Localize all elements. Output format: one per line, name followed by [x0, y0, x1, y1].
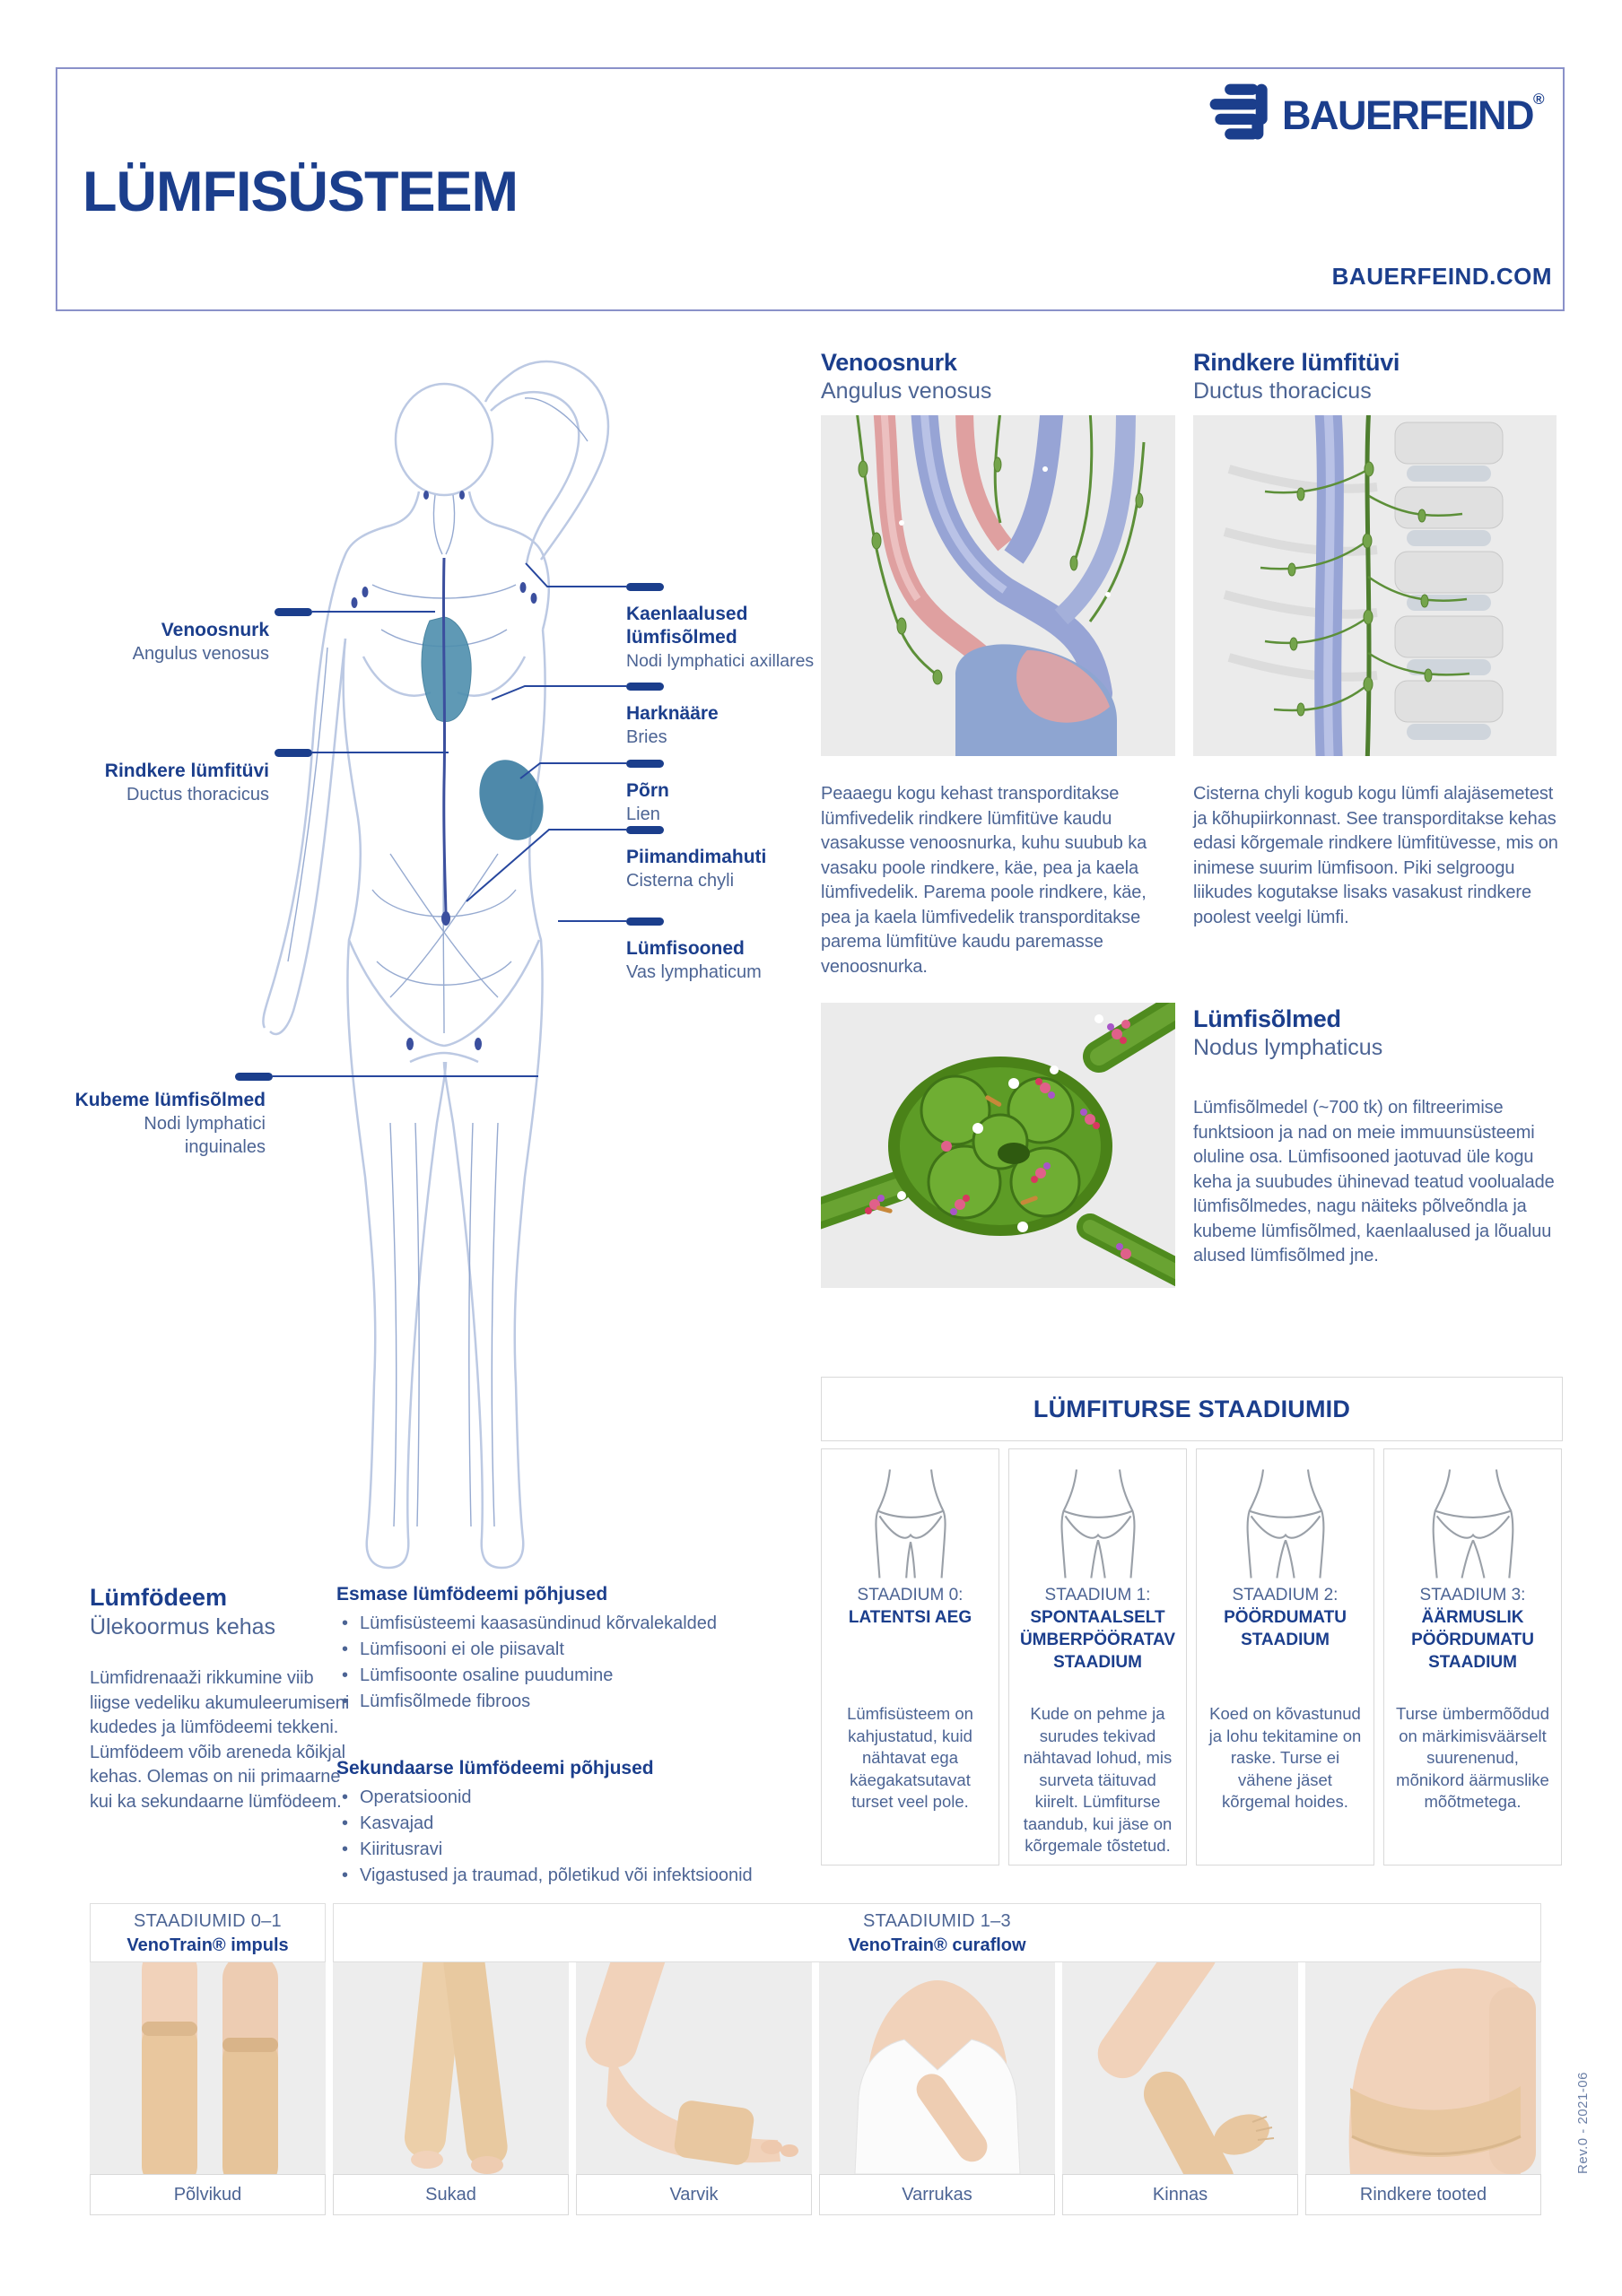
rindkere-paragraph: Cisterna chyli kogub kogu lümfi alajäsemetest ja kõhupiirkonnast. See transporditakse kehas edasi kõrgemale rindkere lümfitüvesse, mis on inimese suurim lümfisoon. Piki selgroogu liikudes kogutakse lisaks vasakust rindkere poolest veelgi lümfi. [1193, 784, 1558, 927]
stage-column-1 [1008, 1448, 1187, 1866]
legs-silhouette-stage2-icon [1243, 1467, 1329, 1580]
lumfodeem-subtitle: Ülekoormus kehas [90, 1614, 276, 1639]
list-item: • Kiiritusravi [336, 1837, 825, 1863]
product-label: Põlvikud [90, 2174, 326, 2215]
label-piimandimahuti: Piimandimahuti Cisterna chyli [626, 847, 767, 891]
product-group2-header: STAADIUMID 1–3 VenoTrain® curaflow [333, 1903, 1541, 1962]
lumfodeem-title: Lümfödeem [90, 1584, 228, 1611]
label-kubeme: Kubeme lümfisõlmed Nodi lymphatici inguinales [74, 1090, 266, 1157]
stage-column-3 [1383, 1448, 1562, 1866]
page-title: LÜMFISÜSTEEM [83, 161, 518, 223]
stage-text: Kude on pehme ja surudes tekivad nähtavad lohud, mis surveta täituvad kiirelt. Lümfiturse taandub, kui jäse on kõrgemale tõstetud. [1023, 1704, 1173, 1855]
revision-note: Rev.0 - 2021-06 [1575, 2072, 1591, 2174]
list-item: • Lümfisoonte osaline puudumine [336, 1663, 825, 1689]
staadiumid-table-header [821, 1377, 1563, 1441]
lymph-node-image [821, 1003, 1175, 1288]
product-image-sukad [333, 1962, 569, 2174]
stage-title: STAADIUM 1: SPONTAALSELT ÜMBERPÖÖRATAV STAADIUM [1019, 1586, 1176, 1672]
list-item: • Kasvajad [336, 1811, 825, 1837]
label-porn: Põrn Lien [626, 780, 669, 824]
section-rindkere-heading: Rindkere lümfitüvi Ductus thoracicus [1193, 349, 1400, 404]
label-harknaare: Harknääre Bries [626, 703, 719, 747]
product-label: Sukad [333, 2174, 569, 2215]
product-image-rindkere-tooted [1305, 1962, 1541, 2174]
lumfodeem-paragraph: Lümfidrenaaži rikkumine viib liigse vedeliku akumuleerumiseni kudedes ja lümfödeemi tekkeni. Lümfödeem võib areneda kõikjal kehas. Olemas on nii primaarne kui ka sekundaarne lümfödeem. [90, 1668, 350, 1812]
list-item: • Vigastused ja traumad, põletikud või infektsioonid [336, 1863, 825, 1889]
venoosnurk-paragraph: Peaaegu kogu kehast transporditakse lümfivedelik rindkere lümfitüve kaudu vasakusse venoosnurka, kuhu suubub ka vasaku poole rindkere, käe, pea ja kaela lümfivedelik. Parema poole rindkere, käe, pea ja kaela lümfivedelik transporditakse parema lümfitüve kaudu paremasse venoosnurka. [821, 784, 1147, 977]
product-label: Varvik [576, 2174, 812, 2215]
legs-silhouette-stage1-icon [1055, 1467, 1141, 1580]
label-venoosnurk: Venoosnurk Angulus venosus [132, 620, 269, 664]
label-kaenlaalused: Kaenlaalused lümfisõlmed Nodi lymphatici axillares [626, 604, 815, 671]
label-rindkere-lymfituvi: Rindkere lümfitüvi Ductus thoracicus [104, 761, 269, 804]
lumfodeem-causes [336, 1582, 825, 1889]
stage-title: STAADIUM 2: PÖÖRDUMATU STAADIUM [1224, 1586, 1347, 1649]
stage-column-2 [1196, 1448, 1374, 1866]
legs-silhouette-stage3-icon [1430, 1467, 1516, 1580]
website-url: BAUERFEIND.COM [1331, 263, 1552, 290]
registered-mark: ® [1532, 91, 1543, 108]
product-label: Kinnas [1062, 2174, 1298, 2215]
bauerfeind-logo-icon [1207, 81, 1271, 150]
product-image-polvikud [90, 1962, 326, 2174]
body-illustration [85, 334, 713, 1580]
venous-angle-image [821, 415, 1175, 756]
primary-causes-title: Esmase lümfödeemi põhjused [336, 1584, 608, 1605]
list-item: • Lümfisüsteemi kaasasündinud kõrvalekalded [336, 1611, 825, 1637]
secondary-causes-title: Sekundaarse lümfödeemi põhjused [336, 1758, 654, 1779]
product-image-varrukas [819, 1962, 1055, 2174]
list-item: • Lümfisõlmede fibroos [336, 1689, 825, 1715]
list-item: • Lümfisooni ei ole piisavalt [336, 1637, 825, 1663]
stage-title: STAADIUM 3: ÄÄRMUSLIK PÖÖRDUMATU STAADIUM [1411, 1586, 1534, 1672]
product-group1-header: STAADIUMID 0–1 VenoTrain® impuls [90, 1903, 326, 1962]
brand-name: BAUERFEIND® [1281, 91, 1543, 138]
product-label: Rindkere tooted [1305, 2174, 1541, 2215]
stage-text: Koed on kõvastunud ja lohu tekitamine on raske. Turse ei vähene jäset kõrgemal hoides. [1208, 1704, 1362, 1811]
thoracic-duct-image [1193, 415, 1557, 756]
stage-text: Turse ümbermõõdud on märkimisväärselt suurenenud, mõnikord äärmuslike mõõtmetega. [1395, 1704, 1550, 1811]
lumfodeem-section [90, 1582, 350, 1814]
section-lumfisolmed-heading: Lümfisõlmed Nodus lymphaticus [1193, 1005, 1383, 1060]
product-image-varvik [576, 1962, 812, 2174]
product-image-kinnas [1062, 1962, 1298, 2174]
label-lumfisooned: Lümfisooned Vas lymphaticum [626, 938, 762, 982]
staadiumid-table-title: LÜMFITURSE STAADIUMID [1033, 1395, 1351, 1422]
lumfisolmed-paragraph: Lümfisõlmedel (~700 tk) on filtreerimise funktsioon ja nad on meie immuunsüsteemi oluline osa. Lümfisooned jaotuvad üle kogu keha ja suubudes ühinevad teatud voolualade lümfisõlmedes, nagu näiteks põlveõndla ja kubeme lümfisõlmed, kaenlaalused ja lõualuu alused lümfisõlmed jne. [1193, 1098, 1555, 1265]
stage-text: Lümfisüsteem on kahjustatud, kuid nähtavat ega käegakatsutavat turset veel pole. [847, 1704, 973, 1811]
section-venoosnurk-heading: Venoosnurk Angulus venosus [821, 349, 992, 404]
brand-logo [1175, 79, 1543, 151]
product-label: Varrukas [819, 2174, 1055, 2215]
stage-column-0 [821, 1448, 999, 1866]
legs-silhouette-stage0-icon [868, 1467, 954, 1580]
list-item: • Operatsioonid [336, 1785, 825, 1811]
stage-title: STAADIUM 0: LATENTSI AEG [848, 1586, 972, 1627]
